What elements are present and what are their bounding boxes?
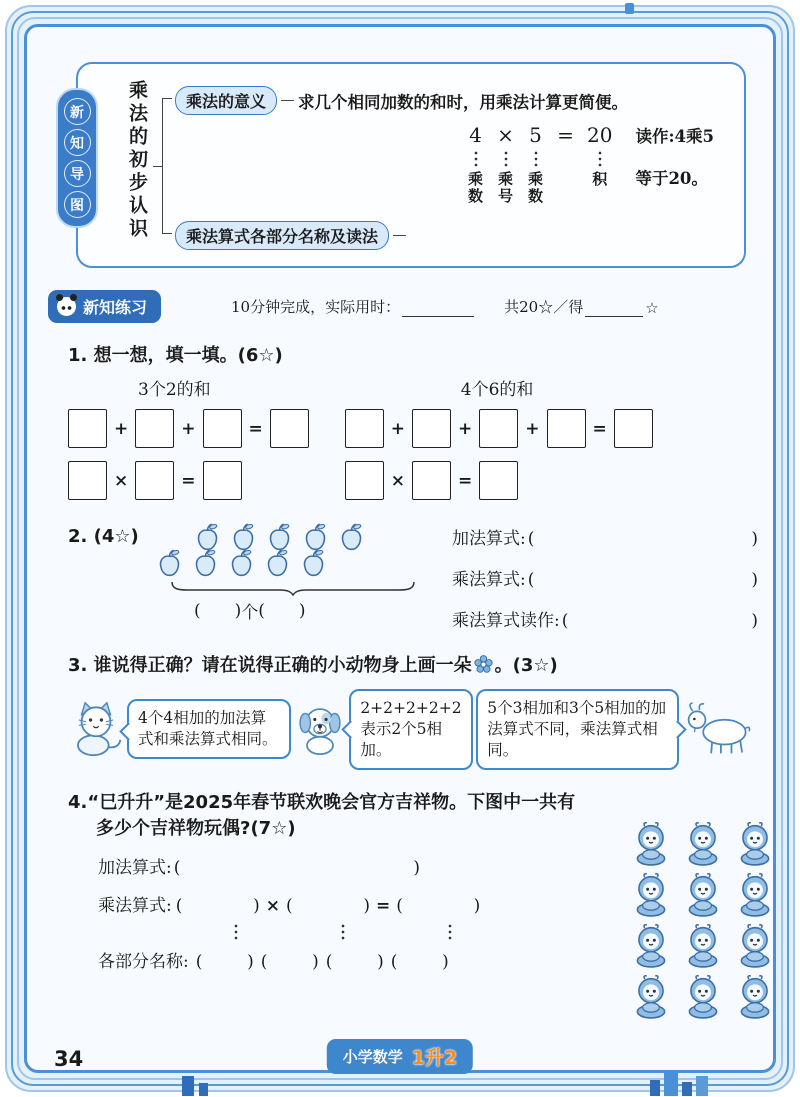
goat-icon[interactable] [682,702,758,757]
apple-picture [156,522,448,631]
close-paren: ) [413,857,420,878]
cat-icon[interactable] [68,700,124,758]
q3-title-suffix: 。(3☆) [494,655,558,676]
mascot-icon [684,873,722,917]
group-count-line [194,598,448,623]
mascot-icon [736,873,774,917]
mascot-icon [632,975,670,1019]
part-name-blank[interactable] [326,952,384,972]
apple-row [194,522,448,551]
open-paren: ( [258,600,265,621]
open-paren: ( [527,570,535,590]
badge-char: 图 [64,191,91,218]
map-topic: 乘法的初步认识 [126,80,148,241]
apple-icon [300,548,327,577]
line-label: 各部分名称: [98,951,189,972]
score-blank[interactable] [585,301,643,317]
dotted-connector [234,923,238,941]
line-label: 加法算式: [452,529,526,549]
map-branches [175,72,734,260]
product-blank[interactable] [396,896,480,916]
cat-speech-bubble: 4个4相加的加法算式和乘法算式相同。 [127,699,291,759]
score-label: 共20☆／得 [504,298,584,316]
practice-header [48,290,758,323]
equation-term: 4 [469,123,482,147]
apple-icon [264,548,291,577]
speech-bubbles [68,689,758,770]
apple-row [156,548,448,577]
multiplication-equation-line [98,891,624,916]
star-suffix: ☆ [645,299,659,317]
mascot-icon [736,822,774,866]
open-paren: ( [396,895,403,916]
question-1 [68,341,758,500]
answer-box[interactable] [614,409,653,448]
apple-icon [228,548,255,577]
unit-label: 个 [241,603,259,623]
equation-reading [635,123,714,206]
answer-blank[interactable] [528,570,758,590]
equals-operator: = [248,418,263,439]
answer-box[interactable] [547,409,586,448]
open-paren: ( [260,951,268,972]
question-2 [68,522,758,631]
open-paren: ( [173,857,181,878]
q4-answer-lines [98,853,624,972]
q1-left-group [68,375,309,500]
example-equation [467,123,734,206]
q1-right-addition-row [345,409,653,448]
answer-box[interactable] [479,409,518,448]
open-paren: ( [195,951,203,972]
practice-badge-label: 新知练习 [83,298,148,317]
times-operator: × [114,470,129,491]
corner-decoration [625,3,634,14]
reading-line-2: 等于20。 [635,169,708,188]
q1-right-group [345,375,653,500]
part-label: 乘数 [527,170,543,206]
factor-blank[interactable] [286,896,370,916]
count-blank[interactable] [201,604,235,618]
plus-operator: + [114,418,129,439]
open-paren: ( [390,951,398,972]
apple-icon [192,548,219,577]
equation-column [557,123,574,206]
close-paren: ) [377,951,384,972]
plus-operator: + [390,418,405,439]
mascot-icon [736,924,774,968]
part-label: 积 [592,170,608,188]
q1-left-label: 3个2的和 [138,380,211,400]
open-paren: ( [325,951,333,972]
apple-icon [194,522,221,551]
q1-left-addition-row [68,409,309,448]
answer-box[interactable] [345,409,384,448]
plus-operator: + [525,418,540,439]
concept-map [70,62,746,268]
apple-icon [156,548,183,577]
answer-blank[interactable] [562,611,758,631]
q1-left-multiplication-row [68,461,309,500]
dotted-connector [598,150,602,168]
close-paren: ) [234,600,242,621]
concept-map-badge [56,88,98,228]
branch-meaning-text: 求几个相同加数的和时，用乘法计算更简便。 [298,92,629,112]
branch-meaning-label: 乘法的意义 [175,86,277,115]
equation-term: = [557,123,574,147]
connector-dash [393,235,406,236]
close-paren: ) [751,611,758,631]
close-paren: ) [247,951,254,972]
equals-operator: = [458,470,473,491]
part-name-blank[interactable] [261,952,319,972]
q1-right-multiplication-row [345,461,653,500]
times-operator: × [265,895,280,916]
equation-column [497,123,514,206]
panda-icon [57,297,76,316]
close-paren: ) [751,570,758,590]
mascot-icon [632,924,670,968]
branch-parts [175,221,410,250]
answer-box[interactable] [203,409,242,448]
apple-icon [230,522,257,551]
equals-operator: = [375,895,391,916]
question-3-title [68,651,758,677]
answer-box[interactable] [135,409,174,448]
dog-speech-bubble: 2+2+2+2+2表示2个5相加。 [349,689,473,770]
dotted-connectors-row [98,918,624,944]
answer-box[interactable] [135,461,174,500]
dotted-connector [474,150,478,168]
branch-meaning [175,86,734,115]
practice-badge [48,290,161,323]
badge-char: 导 [64,160,91,187]
answer-box[interactable] [412,409,451,448]
times-operator: × [390,470,405,491]
close-paren: ) [751,529,758,549]
equation-column [587,123,612,206]
line-label: 乘法算式: [98,895,172,916]
series-title: 小学数学 [342,1048,403,1066]
dotted-connector [448,923,452,941]
q2-answer-lines [452,522,758,631]
mascot-icon [632,873,670,917]
bottom-right-buildings [650,1072,708,1096]
line-label: 乘法算式读作: [452,611,560,631]
question-4 [68,788,758,1019]
part-label: 乘数 [467,170,483,206]
part-label: 乘号 [497,170,513,206]
dotted-connector [504,150,508,168]
mascot-icon [684,924,722,968]
plus-operator: + [181,418,196,439]
part-name-blank[interactable] [391,952,449,972]
page-number: 34 [54,1047,84,1071]
part-name-blank[interactable] [196,952,254,972]
question-4-title-line2: 多少个吉祥物玩偶?(7☆) [96,817,296,839]
part-names-line [98,947,624,972]
q4-text-area [68,788,624,1019]
question-2-title: 2. (4☆) [68,526,139,547]
close-paren: ) [312,951,319,972]
reading-line-1: 读作:4乘5 [635,127,715,146]
bottom-left-decoration [182,1076,208,1096]
answer-blank[interactable] [174,858,420,878]
apple-icon [302,522,329,551]
line-label: 加法算式: [98,857,172,878]
addition-equation-line [452,524,758,549]
addition-equation-line [98,853,420,878]
timing-line [231,296,659,317]
answer-box[interactable] [68,461,107,500]
equation-term: 5 [529,123,542,147]
grade-level: 1升2 [411,1047,458,1069]
factor-blank[interactable] [176,896,260,916]
question-4-title-line1: 4.“巳升升”是2025年春节联欢晚会官方吉祥物。下图中一共有 [68,791,576,813]
close-paren: ) [253,895,260,916]
equals-operator: = [592,418,607,439]
open-paren: ( [194,600,201,621]
q1-right-label: 4个6的和 [460,380,534,400]
equation-column [527,123,544,206]
branch-connector [153,72,173,260]
underbrace [168,580,418,596]
flower-icon [474,655,493,674]
equation-term: 20 [587,123,613,147]
answer-box[interactable] [479,461,518,500]
dotted-connector [341,923,345,941]
mascot-icon [632,822,670,866]
multiplication-equation-line [452,565,758,590]
reading-line [452,606,758,631]
badge-char: 知 [64,129,91,156]
answer-box[interactable] [270,409,309,448]
page-content [28,28,772,1069]
equation-term: × [497,123,514,147]
count-blank[interactable] [265,604,299,618]
close-paren: ) [363,895,370,916]
line-label: 乘法算式: [452,570,526,590]
close-paren: ) [442,951,449,972]
close-paren: ) [298,600,306,621]
open-paren: ( [561,611,569,631]
answer-blank[interactable] [528,529,758,549]
equation-column [467,123,484,206]
mascot-grid [632,822,782,1019]
close-paren: ) [473,895,481,916]
answer-box[interactable] [345,461,384,500]
branch-parts-label: 乘法算式各部分名称及读法 [175,221,389,250]
open-paren: ( [175,895,183,916]
time-blank[interactable] [402,301,474,317]
question-1-title: 1. 想一想，填一填。(6☆) [68,345,283,366]
goat-speech-bubble: 5个3相加和3个5相加的加法算式不同，乘法算式相同。 [476,689,679,770]
apple-icon [266,522,293,551]
apple-icon [338,522,365,551]
equals-operator: = [181,470,196,491]
answer-box[interactable] [203,461,242,500]
answer-box[interactable] [68,409,107,448]
mascot-icon [684,975,722,1019]
connector-dash [281,100,294,101]
dog-icon[interactable] [294,702,346,756]
question-3 [68,651,758,770]
badge-char: 新 [64,98,91,125]
timing-prefix: 10分钟完成，实际用时： [231,298,401,316]
open-paren: ( [527,529,535,549]
footer-ribbon [327,1039,473,1074]
dotted-connector [534,150,538,168]
q3-title-prefix: 3. 谁说得正确？请在说得正确的小动物身上画一朵 [68,655,472,676]
plus-operator: + [458,418,473,439]
open-paren: ( [285,895,293,916]
mascot-icon [684,822,722,866]
mascot-icon [736,975,774,1019]
answer-box[interactable] [412,461,451,500]
